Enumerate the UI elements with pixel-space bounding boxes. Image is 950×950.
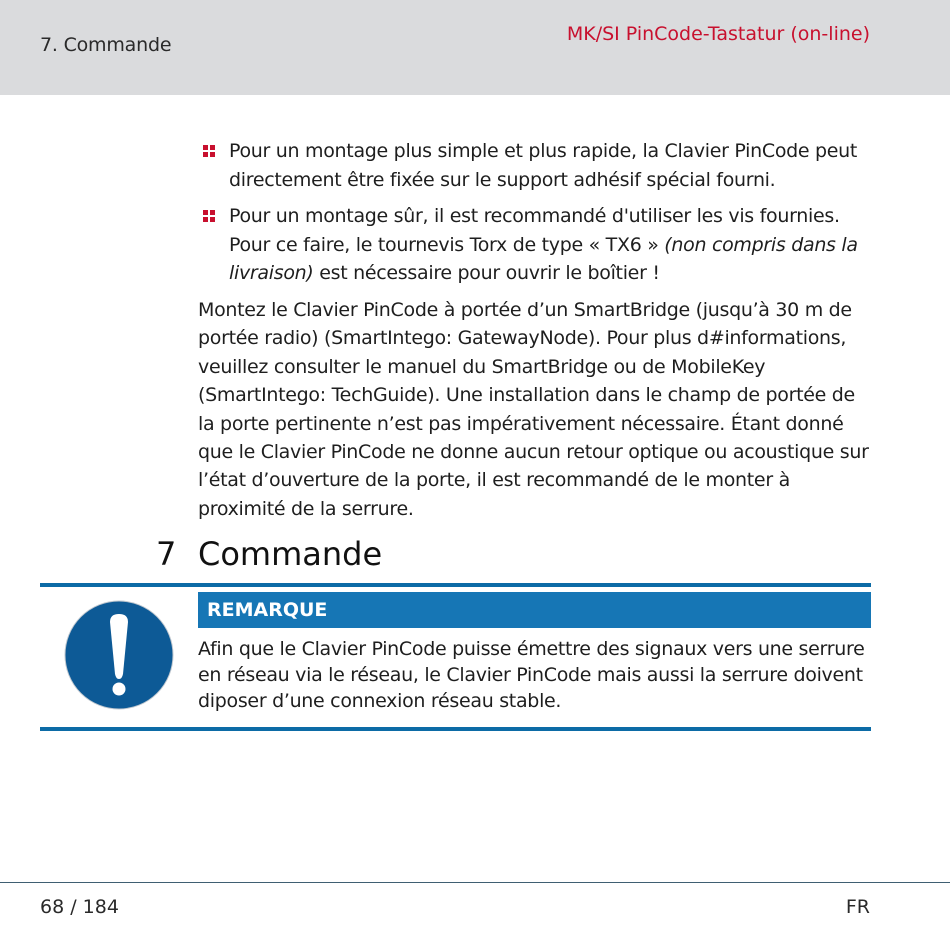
- bullet-text: Pour un montage plus simple et plus rapide, la Clavier PinCode peut directement être fixée sur le support adhésif spécial fourni.: [229, 140, 858, 191]
- bullet-item: [229, 137, 879, 194]
- note-label: REMARQUE: [198, 592, 871, 628]
- bullet-icon: [203, 210, 217, 224]
- section-label: 7. Commande: [40, 34, 172, 56]
- document-title: MK/SI PinCode-Tastatur (on-line): [566, 23, 870, 45]
- exclamation-circle-icon: [64, 600, 174, 710]
- note-top-rule: [40, 583, 871, 587]
- language-code: FR: [845, 896, 870, 918]
- page-number: 68 / 184: [40, 896, 119, 918]
- bullet-text: Pour un montage sûr, il est recommandé d'utiliser les vis fournies. Pour ce faire, le tournevis Torx de type « TX6 »: [229, 205, 840, 256]
- page-header: [0, 0, 950, 95]
- section-title: Commande: [198, 535, 383, 573]
- bullet-item: [229, 202, 879, 288]
- bullet-icon: [203, 145, 217, 159]
- note-bottom-rule: [40, 727, 871, 731]
- note-text: Afin que le Clavier PinCode puisse émettre des signaux vers une serrure en réseau via le réseau, le Clavier PinCode mais aussi la serrure doivent diposer d’une connexion réseau stable.: [198, 638, 865, 712]
- footer-rule: [0, 882, 950, 883]
- section-number: 7: [156, 535, 177, 573]
- bullet-text-italic: (non compris dans la livraison): [229, 233, 858, 284]
- body-paragraph: Montez le Clavier PinCode à portée d’un SmartBridge (jusqu’à 30 m de portée radio) (SmartIntego: GatewayNode). Pour plus d#informations, veuillez consulter le manuel du SmartBridge ou de MobileKey (SmartIntego: TechGuide). Une installation dans le champ de portée de la porte pertinente n’est pas impérativement nécessaire. Étant donné que le Clavier PinCode ne donne aucun retour optique ou acoustique sur l’état d’ouverture de la porte, il est recommandé de le monter à proximité de la serrure.: [198, 299, 869, 520]
- bullet-text-end: est nécessaire pour ouvrir le boîtier !: [313, 262, 660, 284]
